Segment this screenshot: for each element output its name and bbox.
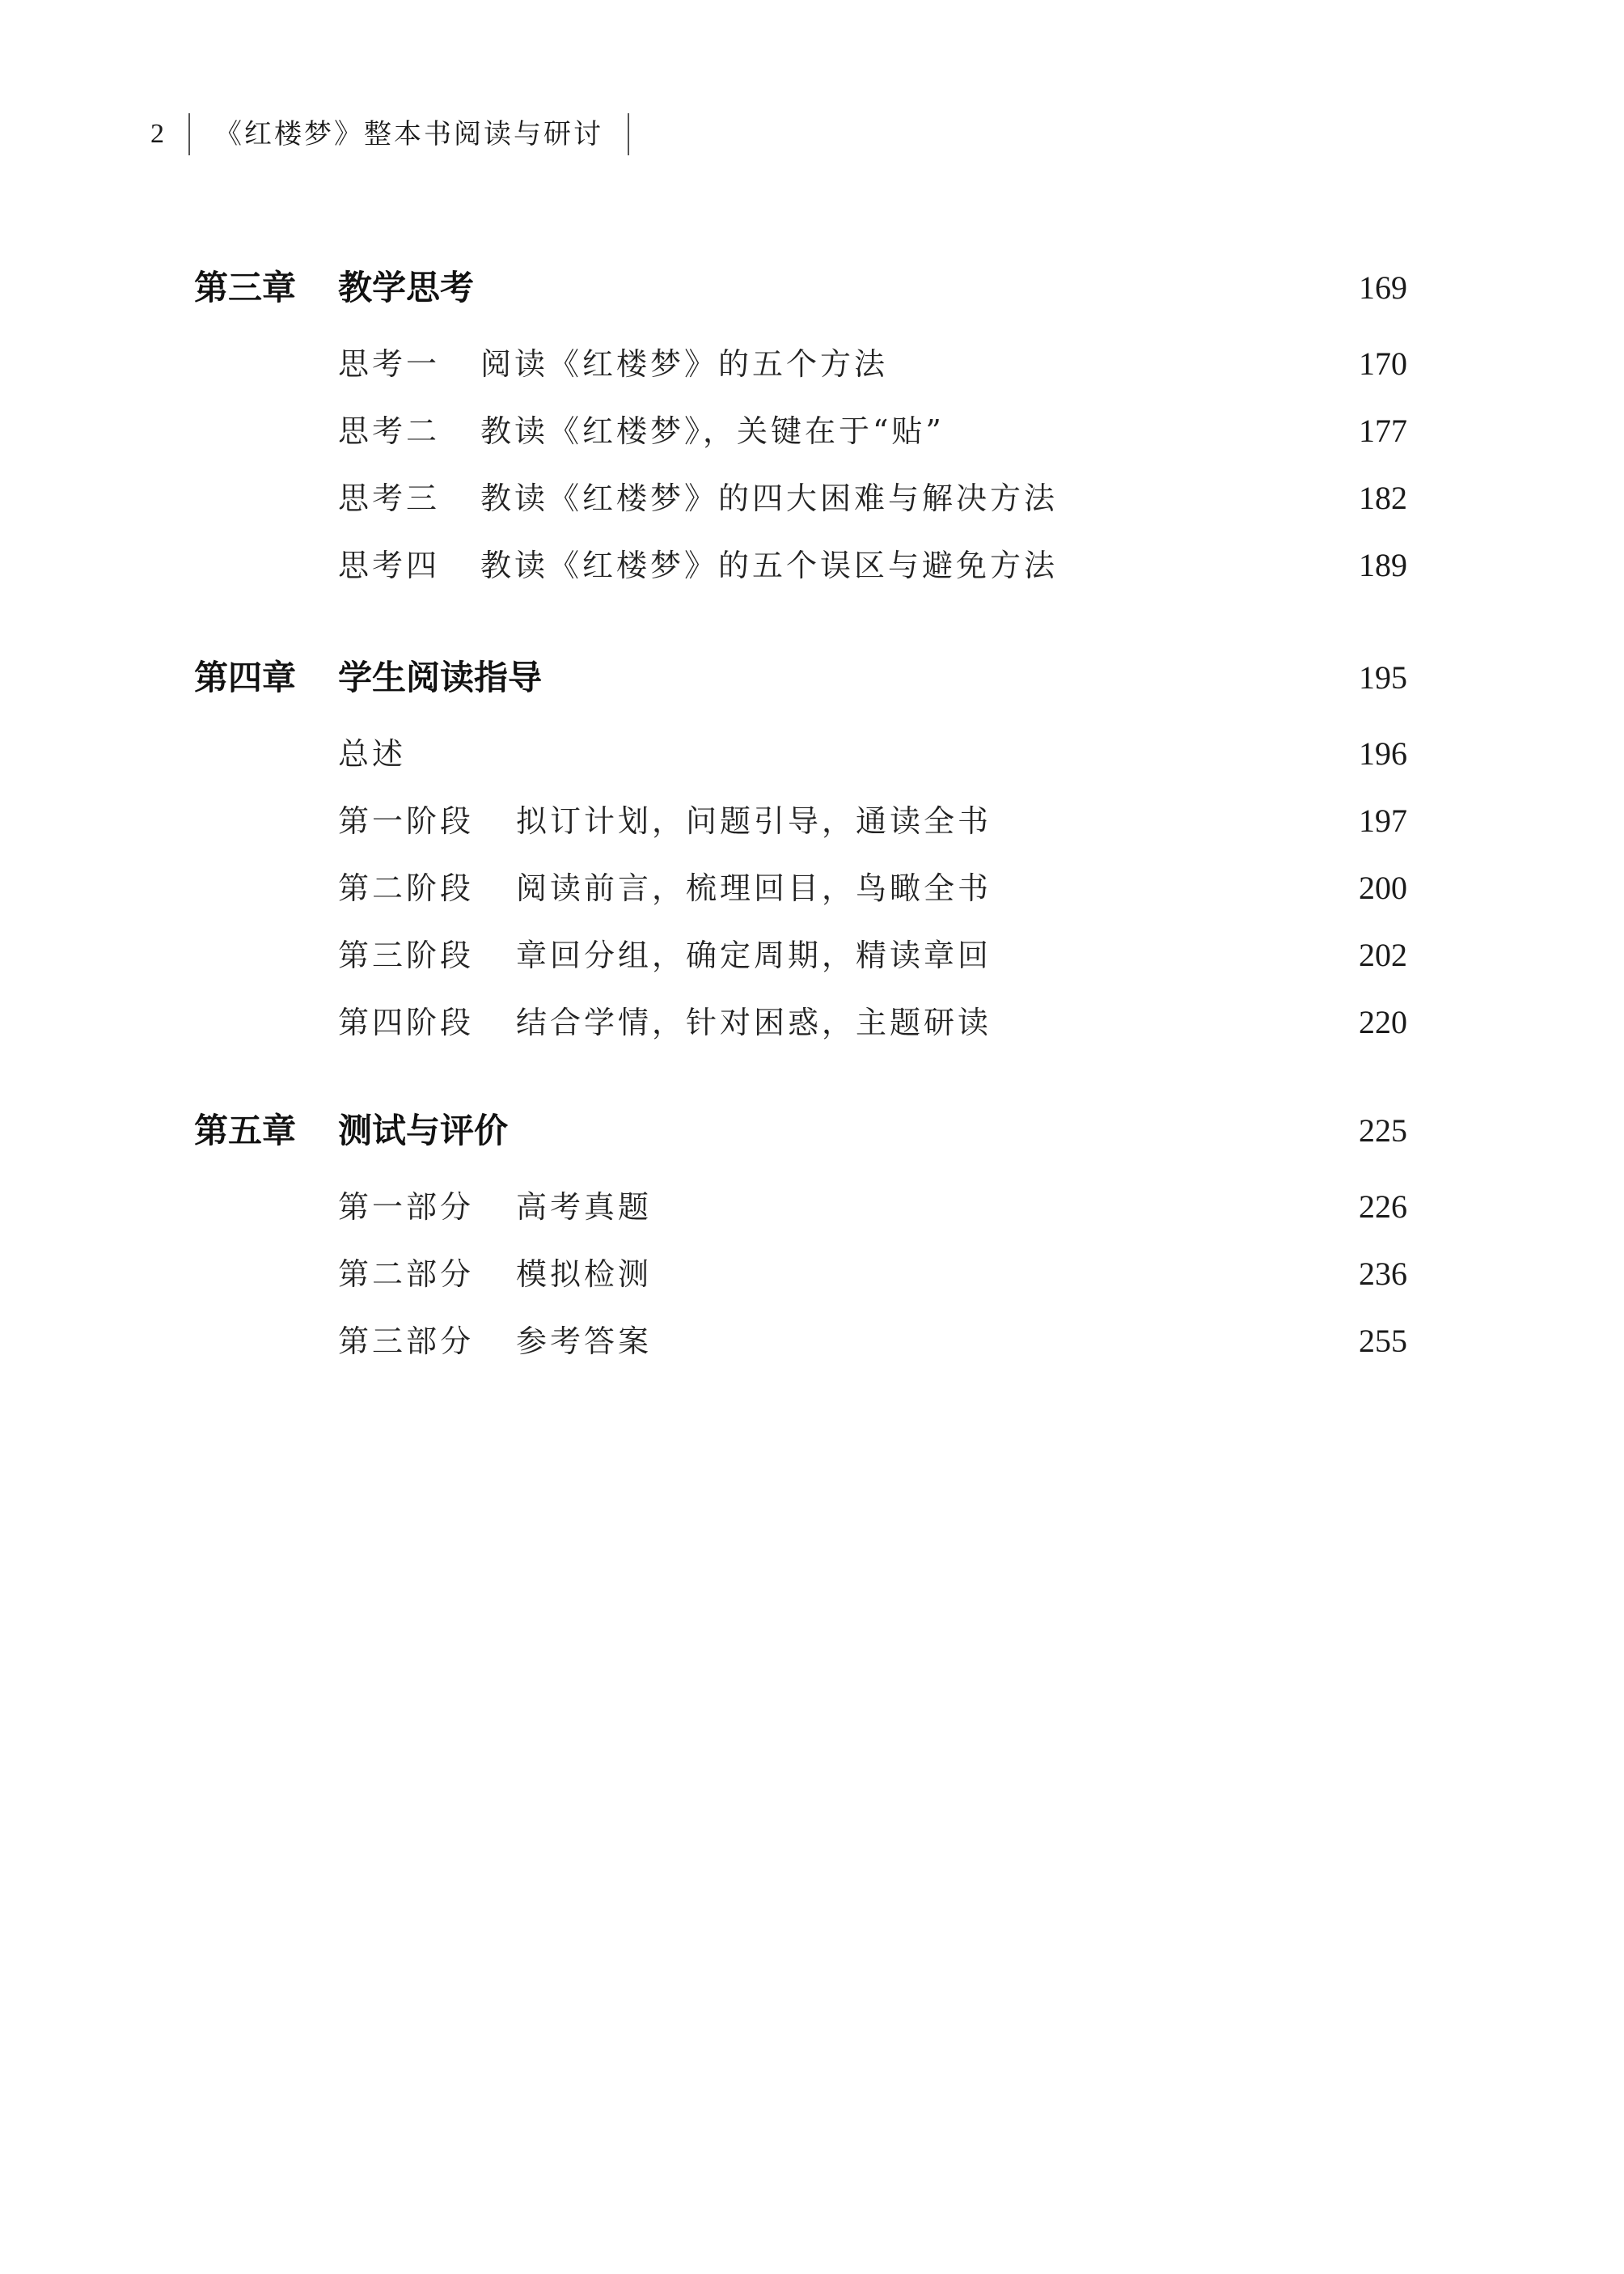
toc-entry[interactable] [194, 1250, 1407, 1298]
entry-title: 结合学情，针对困惑，主题研读 [516, 1005, 992, 1040]
entry-page: 226 [1359, 1188, 1407, 1225]
entry-title: 章回分组，确定周期，精读章回 [516, 938, 992, 973]
chapter-page: 195 [1359, 659, 1407, 696]
chapter-label: 第五章 [194, 1111, 297, 1150]
toc-entry[interactable] [194, 541, 1407, 590]
entry-page: 200 [1359, 870, 1407, 906]
entry-label: 思考二 [338, 413, 441, 449]
entry-label: 第三部分 [338, 1323, 475, 1359]
entry-title: 拟订计划，问题引导，通读全书 [516, 803, 992, 839]
entry-page: 220 [1359, 1004, 1407, 1040]
book-title: 《红楼梦》整本书阅读与研讨 [214, 118, 603, 150]
header-divider-right [628, 113, 629, 155]
header-divider-left [188, 113, 190, 155]
entry-title: 阅读前言，梳理回目，鸟瞰全书 [516, 870, 992, 906]
toc-chapter-5[interactable] [194, 1107, 1407, 1155]
toc-entry[interactable] [194, 931, 1407, 980]
entry-page: 236 [1359, 1256, 1407, 1292]
entry-page: 196 [1359, 735, 1407, 772]
chapter-label: 第三章 [194, 268, 297, 307]
entry-label: 第三阶段 [338, 938, 475, 973]
entry-label: 思考一 [338, 346, 441, 382]
entry-title: 教读《红楼梦》的五个误区与避免方法 [480, 548, 1059, 583]
toc-entry[interactable] [194, 1317, 1407, 1366]
entry-page: 255 [1359, 1323, 1407, 1359]
entry-label: 第二阶段 [338, 870, 475, 906]
entry-title: 模拟检测 [516, 1256, 653, 1292]
entry-label: 第四阶段 [338, 1005, 475, 1040]
toc-entry[interactable] [194, 797, 1407, 845]
chapter-title: 测试与评价 [338, 1111, 509, 1150]
toc-chapter-3[interactable] [194, 264, 1407, 312]
toc-entry[interactable] [194, 1183, 1407, 1231]
toc-entry[interactable] [194, 340, 1407, 388]
chapter-page: 169 [1359, 269, 1407, 306]
running-header [150, 113, 629, 155]
chapter-label: 第四章 [194, 658, 297, 697]
entry-title: 阅读《红楼梦》的五个方法 [480, 346, 889, 382]
entry-title: 高考真题 [516, 1189, 653, 1225]
chapter-page: 225 [1359, 1112, 1407, 1149]
entry-title: 教读《红楼梦》的四大困难与解决方法 [480, 481, 1059, 516]
toc-entry[interactable] [194, 474, 1407, 523]
entry-page: 197 [1359, 802, 1407, 839]
chapter-title: 学生阅读指导 [338, 658, 543, 697]
entry-label: 思考三 [338, 481, 441, 516]
entry-title: 教读《红楼梦》，关键在于“贴” [480, 413, 945, 449]
toc-entry[interactable] [194, 730, 1407, 778]
toc-entry[interactable] [194, 864, 1407, 913]
entry-label: 第一部分 [338, 1189, 475, 1225]
entry-page: 177 [1359, 413, 1407, 449]
entry-page: 202 [1359, 937, 1407, 973]
entry-label: 思考四 [338, 548, 441, 583]
entry-page: 182 [1359, 480, 1407, 516]
chapter-title: 教学思考 [338, 268, 475, 307]
toc-entry[interactable] [194, 998, 1407, 1047]
entry-page: 170 [1359, 345, 1407, 382]
entry-label: 第二部分 [338, 1256, 475, 1292]
entry-label: 第一阶段 [338, 803, 475, 839]
toc-chapter-4[interactable] [194, 654, 1407, 702]
entry-page: 189 [1359, 547, 1407, 583]
entry-title: 参考答案 [516, 1323, 653, 1359]
entry-label: 总述 [338, 736, 407, 772]
toc-entry[interactable] [194, 407, 1407, 455]
page-number: 2 [150, 119, 164, 149]
